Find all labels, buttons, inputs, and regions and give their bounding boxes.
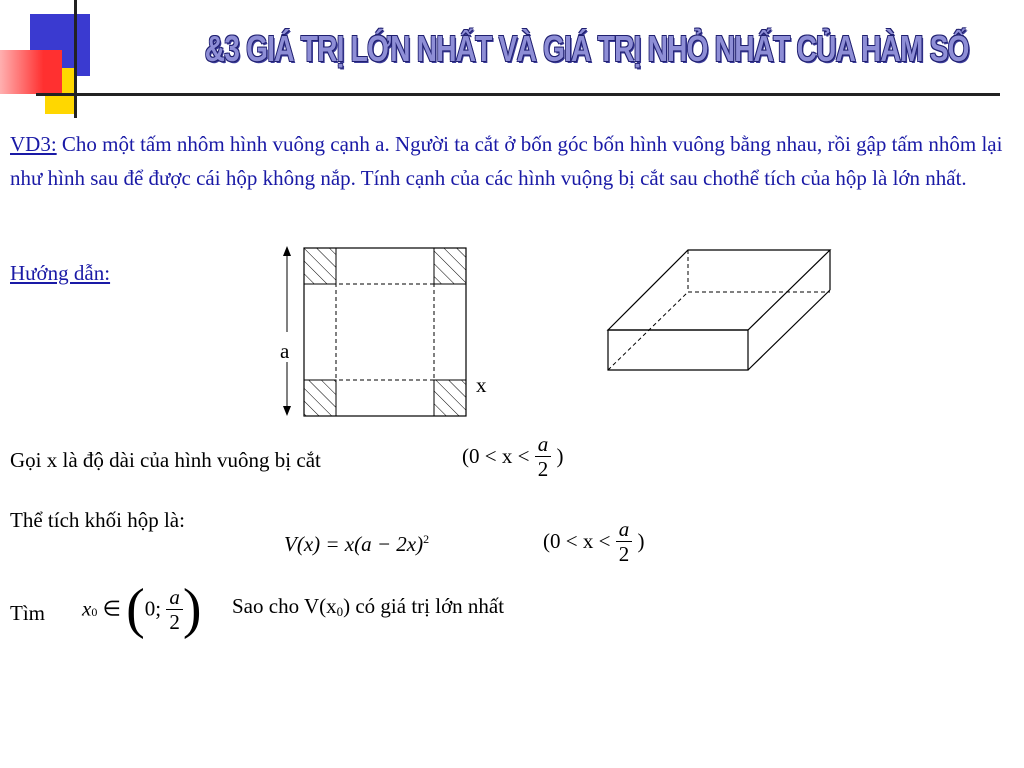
formula-body: V(x) = x(a − 2x) xyxy=(284,532,424,556)
decor-red-block xyxy=(0,50,62,94)
condition-fraction xyxy=(616,517,633,566)
cut-length-text: Gọi x là độ dài của hình vuông bị cắt xyxy=(10,448,321,472)
cut-condition xyxy=(462,432,563,481)
interval-left: 0; xyxy=(144,596,162,621)
fraction-numerator: a xyxy=(616,517,633,542)
condition-left: (0 < x < xyxy=(462,444,530,468)
goal-text xyxy=(232,589,504,629)
x0-sub: 0 xyxy=(91,604,98,619)
goal-sub: 0 xyxy=(336,604,344,619)
fraction-numerator: a xyxy=(535,432,552,457)
condition-fraction xyxy=(535,432,552,481)
condition-right: ) xyxy=(637,529,645,553)
x0-var: x xyxy=(82,596,92,621)
problem-statement xyxy=(10,127,1010,195)
goal-suffix: ) có giá trị lớn nhất xyxy=(343,594,505,618)
example-label: VD3: xyxy=(10,132,57,156)
fraction-numerator: a xyxy=(166,585,183,610)
box-diagram xyxy=(600,240,840,380)
cut-label-x: x xyxy=(476,373,487,397)
condition-right: ) xyxy=(556,444,564,468)
fraction-denominator: 2 xyxy=(618,542,630,566)
guide-label: Hướng dẫn: xyxy=(10,261,111,285)
side-label-a: a xyxy=(280,339,290,363)
goal-prefix: Sao cho V(x xyxy=(232,594,337,618)
find-label: Tìm xyxy=(10,601,45,625)
fraction-denominator: 2 xyxy=(537,457,549,481)
interval-fraction xyxy=(166,585,183,634)
open-paren: ( xyxy=(126,578,145,640)
close-paren: ) xyxy=(182,578,202,640)
slide-title: &3 GIÁ TRỊ LỚN NHẤT VÀ GIÁ TRỊ NHỎ NHẤT CỦA HÀM SỐ xyxy=(204,28,969,69)
volume-text: Thể tích khối hộp là: xyxy=(10,508,185,532)
x0-domain xyxy=(82,577,202,641)
element-of-symbol: ∈ xyxy=(102,596,121,621)
formula-exponent: 2 xyxy=(423,532,430,546)
condition-left: (0 < x < xyxy=(543,529,611,553)
decor-vertical-line xyxy=(74,0,77,118)
example-text: Cho một tấm nhôm hình vuông cạnh a. Người ta cắt ở bốn góc bốn hình vuông bằng nhau, rồi gập tấm nhôm lại như hình sau để được cái hộp không nắp. Tính cạnh của các hình vuộng bị cắt sau chothể tích của hộp là lớn nhất. xyxy=(10,132,1003,190)
fraction-denominator: 2 xyxy=(169,609,180,634)
volume-formula xyxy=(284,532,429,557)
sheet-diagram xyxy=(270,240,500,430)
decor-horizontal-line xyxy=(36,93,1000,96)
volume-condition xyxy=(543,517,644,566)
